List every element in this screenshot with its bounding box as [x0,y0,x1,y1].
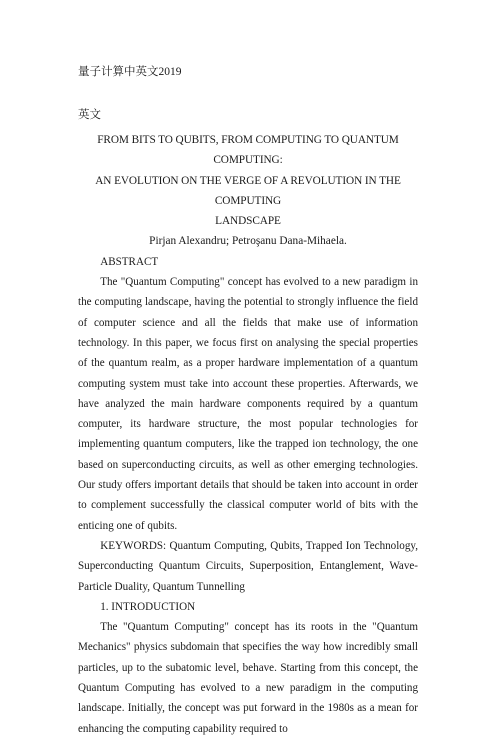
introduction-paragraph: The "Quantum Computing" concept has its roots in the "Quantum Mechanics" physics subdomain that specifies the way how incredibly small particles, up to the subatomic level, behave. Starting from this concept, the Quantum Computing has evolved to a new paradigm in the computing landscape. Initially, the concept was put forward in the 1980s as a mean for enhancing the computing capability required to [78,621,418,735]
paper-title-line-3: LANDSCAPE [215,215,281,228]
keywords-paragraph: KEYWORDS: Quantum Computing, Qubits, Trapped Ion Technology, Superconducting Quantum Circuits, Superposition, Entanglement, Wave-Particle Duality, Quantum Tunnelling [78,539,418,593]
abstract-heading: ABSTRACT [100,255,159,268]
introduction-heading: 1. INTRODUCTION [100,600,196,613]
paper-title-line-1: FROM BITS TO QUBITS, FROM COMPUTING TO QUANTUM COMPUTING: [97,134,399,167]
paper-title [78,130,418,231]
section-label: 英文 [78,109,101,121]
paper-authors: Pirjan Alexandru; Petroşanu Dana-Mihaela. [149,235,347,248]
paper-title-line-2: AN EVOLUTION ON THE VERGE OF A REVOLUTION IN THE COMPUTING [95,174,401,207]
document-body [78,130,418,739]
document-header-title: 量子计算中英文2019 [78,66,182,78]
abstract-paragraph: The "Quantum Computing" concept has evolved to a new paradigm in the computing landscape, having the potential to strongly influence the field of computer science and all the fields that make use of information technology. In this paper, we focus first on analysing the special properties of the quantum realm, as a proper hardware implementation of a quantum computing system must take into account these properties. Afterwards, we have analyzed the main hardware components required by a quantum computer, its hardware structure, the most popular technologies for implementing quantum computers, like the trapped ion technology, the one based on superconducting circuits, as well as other emerging technologies. Our study offers important details that should be taken into account in order to complement successfully the classical computer world of bits with the enticing one of qubits. [78,276,418,532]
